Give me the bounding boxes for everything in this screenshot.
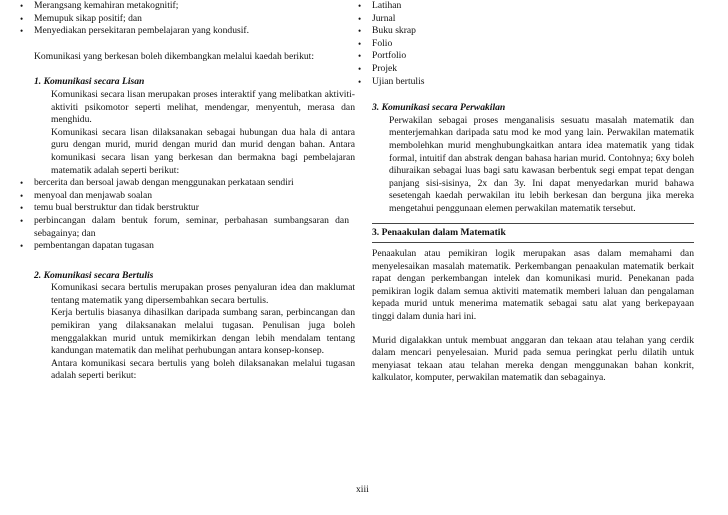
section-heading-penaakulan: 3. Penaakulan dalam Matematik bbox=[372, 226, 506, 238]
top-bullet-list bbox=[34, 0, 355, 38]
list-item: • bercerita dan bersoal jawab dengan menggunakan perkataan sendiri bbox=[34, 177, 355, 190]
list-item: • Latihan bbox=[372, 0, 694, 13]
section-heading-perwakilan: 3. Komunikasi secara Perwakilan bbox=[372, 102, 506, 114]
list-item: • Menyediakan persekitaran pembelajaran yang kondusif. bbox=[34, 25, 355, 38]
divider bbox=[372, 242, 694, 243]
list-item: • Buku skrap bbox=[372, 25, 694, 38]
list-item: • Merangsang kemahiran metakognitif; bbox=[34, 0, 355, 13]
left-column bbox=[34, 0, 355, 383]
paragraph: Perwakilan sebagai proses menganalisis sesuatu masalah matematik dan menterjemahkan daripada satu mod ke mod yang lain. Perwakilan matematik membolehkan murid menghubungkaitkan antara idea matematik yang tidak formal, intuitif dan abstrak dengan bahasa harian murid. Contohnya; 6xy boleh dihuraikan sebagai luas bagi satu kawasan berbentuk segi empat tepat dengan panjang sisi-sisinya, 2x dan 3y. Ini dapat menyedarkan murid bahawa sesetengah kaedah perwakilan itu lebih berkesan dan berguna jika mereka mengetahui penggunaan elemen perwakilan matematik tersebut. bbox=[389, 114, 694, 214]
paragraph: Komunikasi secara lisan dilaksanakan sebagai hubungan dua hala di antara guru dengan murid, murid dengan murid dan murid dengan bahan. Antara komunikasi secara lisan yang berkesan dan bermakna bagi pembelajaran matematik adalah seperti berikut: bbox=[51, 126, 355, 176]
list-item: • temu bual berstruktur dan tidak berstruktur bbox=[34, 202, 355, 215]
paragraph: Komunikasi secara lisan merupakan proses interaktif yang melibatkan aktiviti-aktiviti psikomotor seperti melihat, mendengar, menyentuh, merasa dan menghidu. bbox=[51, 88, 355, 126]
paragraph: Antara komunikasi secara bertulis yang boleh dilaksanakan melalui tugasan adalah seperti berikut: bbox=[51, 357, 355, 382]
list-item: • Folio bbox=[372, 38, 694, 51]
list-item: • menyoal dan menjawab soalan bbox=[34, 190, 355, 203]
paragraph: Penaakulan atau pemikiran logik merupakan asas dalam memahami dan menyelesaikan masalah matematik. Perkembangan penaakulan matematik berkait rapat dengan perkembangan intelek dan komunikasi murid. Penekanan pada pemikiran logik dalam semua aktiviti matematik memberi laluan dan pengalaman kepada murid untuk menerima matematik sebagai satu alat yang berkepayaan tinggi dalam dunia hari ini. bbox=[372, 248, 694, 323]
intro-text: Komunikasi yang berkesan boleh dikembangkan melalui kaedah berikut: bbox=[34, 50, 315, 62]
paragraph: Komunikasi secara bertulis merupakan proses penyaluran idea dan maklumat tentang matematik yang dipersembahkan secara bertulis. bbox=[51, 282, 355, 306]
list-item: • Jurnal bbox=[372, 13, 694, 26]
section-heading-bertulis: 2. Komunikasi secara Bertulis bbox=[34, 269, 154, 281]
paragraph: Kerja bertulis biasanya dihasilkan daripada sumbang saran, perbincangan dan pemikiran yang dilaksanakan melalui tugasan. Penulisan juga boleh menggalakkan murid untuk memikirkan dengan lebih mendalam tentang kandungan matematik dan melihat perhubungan antara konsep-konsep. bbox=[51, 307, 355, 357]
list-item: • Memupuk sikap positif; dan bbox=[34, 13, 355, 26]
list-item: • Projek bbox=[372, 63, 694, 76]
right-column bbox=[372, 0, 694, 385]
assessment-bullet-list bbox=[372, 0, 694, 88]
lisan-bullet-list bbox=[34, 177, 355, 253]
list-item: • pembentangan dapatan tugasan bbox=[34, 240, 355, 253]
list-item: • Ujian bertulis bbox=[372, 76, 694, 89]
divider bbox=[372, 223, 694, 224]
list-item: • Portfolio bbox=[372, 50, 694, 63]
section-heading-lisan: 1. Komunikasi secara Lisan bbox=[34, 76, 145, 88]
page-number: xiii bbox=[356, 484, 369, 495]
list-item: • perbincangan dalam bentuk forum, seminar, perbahasan sumbangsaran dan sebagainya; dan bbox=[34, 215, 355, 240]
paragraph: Murid digalakkan untuk membuat anggaran dan tekaan atau telahan yang cerdik dalam mencari penyelesaian. Murid pada semua peringkat perlu dilatih untuk menyiasat tekaan atau telahan mereka dengan menggunakan bahan konkrit, kalkulator, komputer, perwakilan matematik dan sebagainya. bbox=[372, 334, 694, 384]
